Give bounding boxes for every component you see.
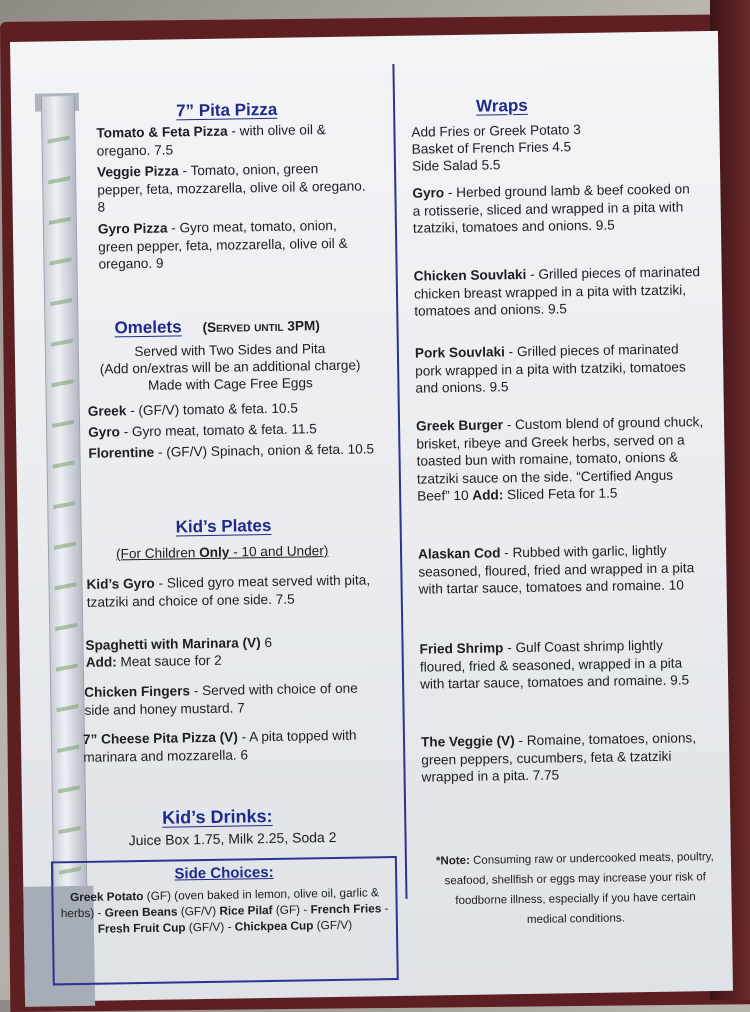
menu-item — [96, 120, 372, 160]
menu-item — [97, 159, 368, 216]
item-name: Tomato & Feta Pizza — [96, 123, 228, 141]
subtitle-pre: (For Children — [115, 545, 200, 562]
menu-item — [88, 440, 383, 462]
item-name: Greek Burger — [415, 417, 504, 434]
item-desc: - Gyro meat, tomato & feta. 11.5 — [123, 421, 317, 440]
kids-drinks-title: Kid’s Drinks: — [162, 805, 273, 828]
side-desc: - — [381, 901, 389, 916]
side-desc: (GF/V) — [313, 917, 353, 933]
menu-item — [415, 340, 701, 397]
menu-item — [98, 216, 374, 273]
item-name: Fried Shrimp — [419, 640, 504, 657]
side-desc: (GF) - — [272, 902, 311, 917]
item-name: Chicken Souvlaki — [413, 266, 527, 284]
item-name: Gyro — [412, 185, 445, 201]
item-name: Greek — [87, 403, 127, 419]
side-greek-potato: Greek Potato — [69, 889, 144, 905]
kids-spaghetti-add — [86, 652, 222, 672]
item-name: Kid’s Gyro — [86, 575, 155, 592]
item-name: The Veggie (V) — [420, 733, 515, 750]
add-label: Add: — [85, 654, 117, 670]
item-desc: - Rubbed with garlic, lightly seasoned, floured, fried and wrapped in a pita with tartar sauce, tomatoes and romaine. 10 — [418, 542, 695, 597]
side-desc: (GF/V) — [177, 903, 220, 919]
item-desc: 6 — [264, 634, 273, 651]
menu-item — [86, 571, 377, 611]
omelets-info-2: (Add on/extras will be an additional charge) — [99, 357, 361, 377]
item-name: Florentine — [88, 444, 155, 461]
kids-plates-subtitle — [116, 542, 329, 563]
burger-add-label: Add: — [472, 487, 504, 504]
side-fruit-cup: Fresh Fruit Cup — [97, 920, 186, 936]
burger-add-text: Sliced Feta for 1.5 — [503, 485, 618, 503]
side-choices-text — [59, 884, 390, 937]
item-name: 7” Cheese Pita Pizza (V) — [82, 729, 238, 747]
wraps-extra: Basket of French Fries 4.5 — [411, 139, 572, 157]
item-desc: - A pita topped with marinara and mozzarella. 6 — [83, 727, 357, 765]
menu-item — [419, 636, 702, 693]
menu-item — [85, 632, 375, 654]
item-desc: - Served with choice of one side and honey mustard. 7 — [84, 680, 358, 718]
item-desc: - Grilled pieces of marinated chicken breast wrapped in a pita with tzatziki, tomatoes and onions. 9.5 — [413, 264, 701, 319]
omelets-info-1: Served with Two Sides and Pita — [134, 341, 326, 360]
item-desc: - Gulf Coast shrimp lightly floured, fried & seasoned, wrapped in a pita with tartar sauce, tomatoes and romaine. 9.5 — [419, 637, 690, 692]
side-choices-title: Side Choices: — [174, 863, 274, 883]
item-desc: - Herbed ground lamb & beef cooked on a rotisserie, sliced and wrapped in a pita with tzatziki, tomatoes and onions. 9.5 — [412, 181, 690, 236]
item-desc: - Romaine, tomatoes, onions, green peppers, cucumbers, feta & tzatziki wrapped in a pita. 7.75 — [421, 730, 697, 785]
menu-item — [416, 413, 709, 506]
menu-item — [418, 541, 709, 598]
side-choices-box — [51, 856, 399, 985]
omelets-title: Omelets — [114, 317, 182, 338]
subtitle-post: - 10 and Under) — [229, 543, 329, 560]
wraps-extra: Add Fries or Greek Potato 3 — [411, 122, 581, 140]
item-name: Alaskan Cod — [417, 545, 501, 562]
note-label: *Note: — [435, 854, 470, 868]
menu-item — [421, 729, 717, 786]
menu-item — [84, 679, 375, 719]
add-text: Meat sauce for 2 — [116, 652, 222, 670]
item-desc: - Custom blend of ground chuck, brisket, ribeye and Greek herbs, served on a toasted bun with romaine, tomato, onions & tzatziki sauce on the side. “Certified Angus Beef” 10 — [416, 414, 704, 505]
side-rice-pilaf: Rice Pilaf — [219, 902, 273, 918]
kids-drinks-text: Juice Box 1.75, Milk 2.25, Soda 2 — [128, 828, 337, 849]
food-safety-note — [435, 847, 716, 931]
menu-item — [83, 726, 384, 766]
omelets-served-note: (Served until 3PM) — [202, 318, 320, 336]
menu-item — [88, 398, 378, 420]
omelets-info-3: Made with Cage Free Eggs — [147, 375, 313, 393]
kids-plates-title: Kid’s Plates — [175, 515, 272, 537]
item-name: Spaghetti with Marinara (V) — [85, 635, 261, 653]
menu-item — [412, 180, 698, 237]
menu-item — [414, 263, 707, 320]
wraps-extra: Side Salad 5.5 — [411, 157, 501, 174]
note-text: Consuming raw or undercooked meats, poultry, seafood, shellfish or eggs may increase your risk of foodborne illness, especially if you have certain medical conditions. — [444, 851, 714, 926]
side-chickpea-cup: Chickpea Cup — [234, 918, 314, 934]
pita-pizza-title: 7” Pita Pizza — [175, 99, 278, 121]
item-desc: - Sliced gyro meat served with pita, tzatziki and choice of one side. 7.5 — [86, 572, 371, 610]
item-desc: - with olive oil & oregano. 7.5 — [96, 122, 326, 159]
subtitle-bold: Only — [199, 544, 230, 561]
item-desc: - (GF/V) Spinach, onion & feta. 10.5 — [157, 441, 375, 460]
side-french-fries: French Fries — [310, 901, 382, 917]
side-desc: (GF) (oven baked in lemon, olive oil, garlic & herbs) - — [60, 885, 379, 921]
item-name: Pork Souvlaki — [414, 344, 505, 361]
column-divider — [392, 64, 407, 899]
side-desc: (GF/V) - — [185, 919, 235, 935]
wraps-title: Wraps — [475, 95, 528, 116]
item-desc: - (GF/V) tomato & feta. 10.5 — [130, 400, 298, 419]
item-name: Chicken Fingers — [84, 683, 191, 700]
item-desc: - Tomato, onion, green pepper, feta, mozzarella, olive oil & oregano. 8 — [97, 161, 366, 215]
side-green-beans: Green Beans — [104, 904, 178, 920]
item-name: Gyro Pizza — [97, 220, 168, 237]
item-desc: - Grilled pieces of marinated pork wrapped in a pita with tzatziki, tomatoes and onions. 9.5 — [415, 341, 686, 396]
item-name: Veggie Pizza — [96, 163, 179, 180]
item-name: Gyro — [88, 424, 120, 440]
item-desc: - Gyro meat, tomato, onion, green pepper, feta, mozzarella, olive oil & oregano. 9 — [98, 217, 348, 272]
menu-item — [88, 419, 378, 441]
menu-page — [10, 31, 733, 1002]
